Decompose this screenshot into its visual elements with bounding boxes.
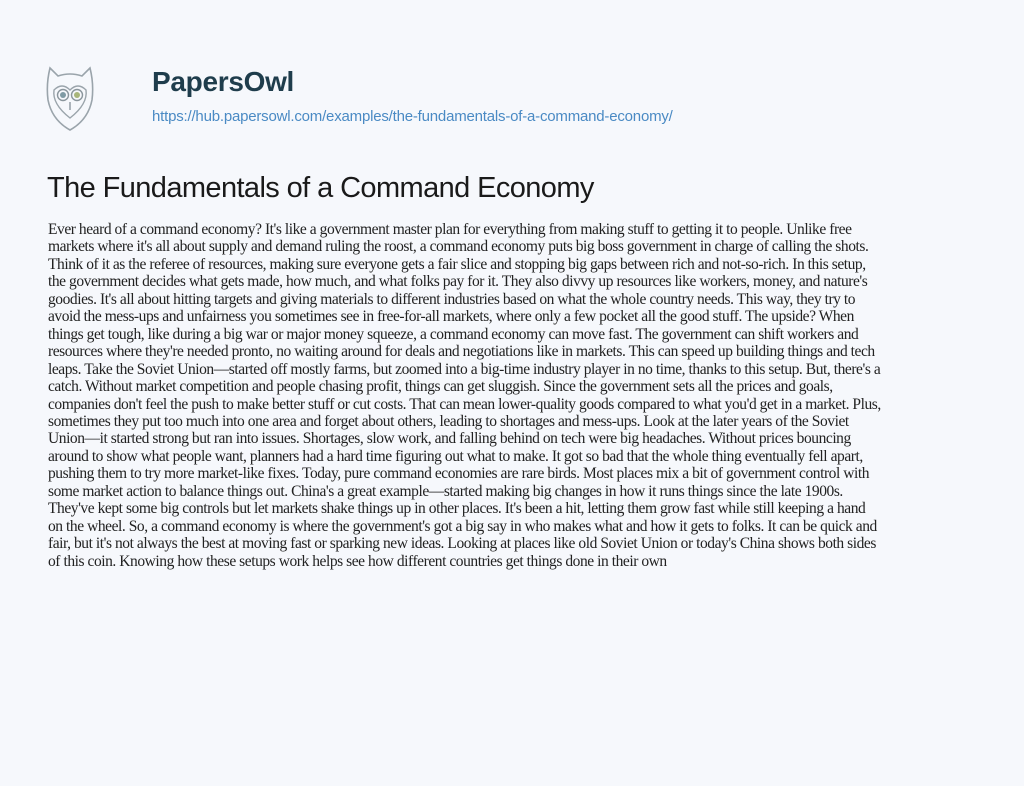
article-text-line: avoid the mess-ups and unfairness you sometimes see in free-for-all markets, where only a few pocket all the good stuff. The upside? When [48,308,854,326]
article-text-line: things get tough, like during a big war or major money squeeze, a command economy can move fast. The government can shift workers and [48,325,859,343]
article-text-line: goodies. It's all about hitting targets and giving materials to different industries based on what the whole country needs. This way, they try to [48,290,856,308]
article-text-line: leaps. Take the Soviet Union—started off mostly farms, but zoomed into a big-time industry player in no time, thanks to this setup. But, there's a [48,360,881,378]
source-url-link[interactable]: https://hub.papersowl.com/examples/the-fundamentals-of-a-command-economy/ [152,108,673,125]
article-body [48,221,998,570]
article-text-line: pushing them to try more market-like fixes. Today, pure command economies are rare birds. Most places mix a bit of government control with [48,465,870,483]
article-text-line: resources where they're needed pronto, no waiting around for deals and negotiations like in markets. This can speed up building things and tech [48,343,875,361]
page-title: The Fundamentals of a Command Economy [47,172,594,204]
article-text-line: the government decides what gets made, how much, and what folks pay for it. They also divvy up resources like workers, money, and nature's [48,273,868,291]
article-text-line: Ever heard of a command economy? It's like a government master plan for everything from making stuff to getting it to people. Unlike free [48,221,852,238]
article-text-line: They've kept some big controls but let markets shake things up in other places. It's been a hit, letting them grow fast while still keeping a hand [48,500,866,518]
article-text-line: fair, but it's not always the best at moving fast or sparking new ideas. Looking at places like old Soviet Union or today's China shows both sides [48,535,876,553]
article-text-line: markets where it's all about supply and demand ruling the roost, a command economy puts big boss government in charge of calling the shots. [48,238,869,256]
article-text-line: of this coin. Knowing how these setups work helps see how different countries get things done in their own [48,552,667,570]
article-text-line: Union—it started strong but ran into issues. Shortages, slow work, and falling behind on tech were big headaches. Without prices bouncing [48,430,851,448]
article-text-line: sometimes they put too much into one area and forget about others, leading to shortages and mess-ups. Look at the later years of the Soviet [48,412,849,430]
article-text-line: around to show what people want, planners had a hard time figuring out what to make. It got so bad that the whole thing eventually fell apart, [48,447,863,465]
article-text-line: some market action to balance things out. China's a great example—started making big changes in how it runs things since the late 1900s. [48,482,843,500]
article-text-line: companies don't feel the push to make better stuff or cut costs. That can mean lower-quality goods compared to what you'd get in a market. Plus, [48,395,881,413]
brand-name: PapersOwl [152,66,295,97]
article-text-line: catch. Without market competition and people chasing profit, things can get sluggish. Since the government sets all the prices and goals, [48,378,833,396]
owl-logo-icon [44,64,96,132]
article-text-line: Think of it as the referee of resources, making sure everyone gets a fair slice and stopping big gaps between rich and not-so-rich. In this setup, [48,255,866,273]
article-text-line: on the wheel. So, a command economy is where the government's got a big say in who makes what and how it gets to folks. It can be quick and [48,517,877,535]
